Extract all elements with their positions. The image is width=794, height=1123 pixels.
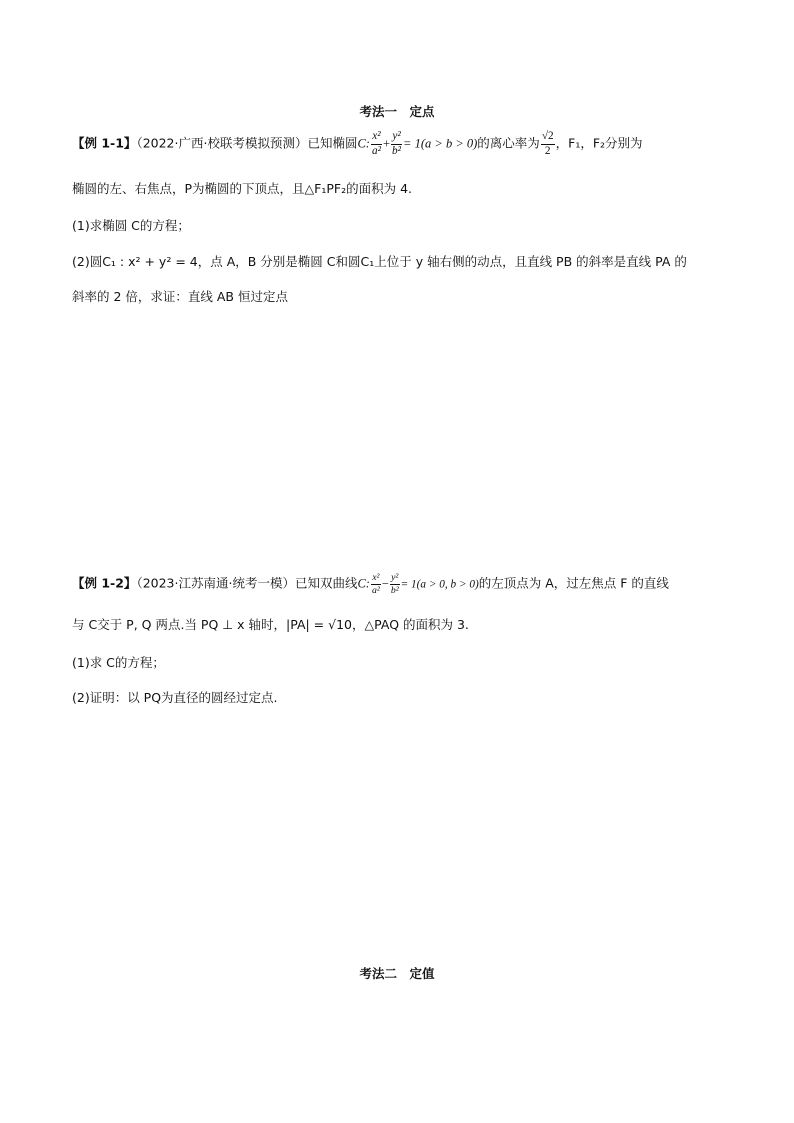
fraction-denominator: 2 bbox=[544, 144, 551, 157]
eccentricity-fraction bbox=[541, 130, 555, 158]
example-tag: 【例 1-1】 bbox=[72, 135, 137, 151]
fraction-denominator: b² bbox=[390, 584, 399, 596]
eccentricity-text: 的离心率为 bbox=[477, 135, 540, 151]
example-source: （2022·广西·校联考模拟预测） bbox=[136, 135, 308, 151]
example-intro: 已知椭圆 bbox=[307, 135, 358, 151]
ellipse-equation-rhs: = 1(a > b > 0) bbox=[403, 136, 478, 151]
section-title-fixed-value: 考法二 定值 bbox=[359, 966, 435, 981]
example-1-1-line-1 bbox=[72, 130, 643, 158]
fraction-denominator: a² bbox=[371, 584, 380, 596]
fraction-numerator: √2 bbox=[541, 130, 555, 145]
fraction-y-over-b bbox=[391, 130, 402, 158]
example-1-2-line-2: 与 C交于 P, Q 两点.当 PQ ⊥ x 轴时，|PA| = √10，△PAQ 的面积为 3. bbox=[72, 617, 469, 632]
hyperbola-label: C: bbox=[357, 576, 370, 591]
example-1-2-question-1: (1)求 C的方程； bbox=[72, 655, 165, 670]
fraction-numerator: y² bbox=[391, 572, 399, 583]
minus-sign: − bbox=[381, 576, 389, 591]
fraction-numerator: y² bbox=[391, 130, 402, 145]
fraction-denominator: b² bbox=[392, 144, 402, 157]
ellipse-label: C: bbox=[357, 136, 370, 151]
fraction-numerator: x² bbox=[372, 572, 380, 583]
example-1-1-question-2-line-2: 斜率的 2 倍，求证：直线 AB 恒过定点 bbox=[72, 289, 288, 304]
fraction-numerator: x² bbox=[371, 130, 382, 145]
example-1-2-question-2: (2)证明：以 PQ为直径的圆经过定点. bbox=[72, 690, 278, 705]
example-1-1-line-2: 椭圆的左、右焦点，P为椭圆的下顶点，且△F₁PF₂的面积为 4. bbox=[72, 181, 412, 196]
fraction-y-over-b bbox=[390, 572, 400, 596]
example-1-2-line-1 bbox=[72, 572, 669, 596]
example-tag: 【例 1-2】 bbox=[72, 575, 137, 591]
section-title-fixed-point: 考法一 定点 bbox=[359, 104, 435, 119]
foci-text: ，F₁，F₂分别为 bbox=[555, 135, 643, 151]
fraction-x-over-a bbox=[371, 572, 381, 596]
plus-sign: + bbox=[382, 136, 391, 151]
fraction-denominator: a² bbox=[371, 144, 381, 157]
example-source: （2023·江苏南通·统考一模） bbox=[136, 575, 295, 591]
fraction-x-over-a bbox=[371, 130, 382, 158]
example-1-1-question-2-line-1: (2)圆C₁ : x² + y² = 4，点 A，B 分别是椭圆 C和圆C₁上位于 y 轴右侧的动点，且直线 PB 的斜率是直线 PA 的 bbox=[72, 254, 687, 269]
example-tail: 的左顶点为 A，过左焦点 F 的直线 bbox=[478, 575, 669, 591]
hyperbola-equation-rhs: = 1(a > 0, b > 0) bbox=[400, 578, 479, 591]
example-intro: 已知双曲线 bbox=[294, 575, 358, 591]
example-1-1-question-1: (1)求椭圆 C的方程； bbox=[72, 218, 190, 233]
